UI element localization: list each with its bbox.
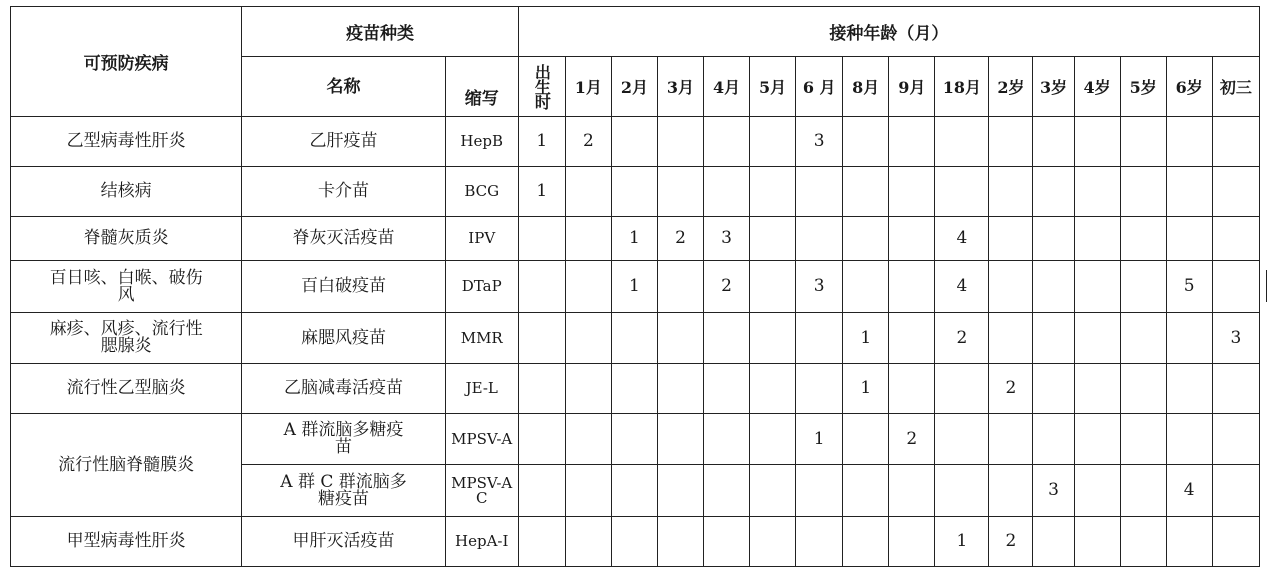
dose-cell: [989, 465, 1033, 517]
age-column-header: 4月: [704, 57, 750, 117]
dose-cell: [518, 414, 565, 465]
dose-cell: [657, 465, 703, 517]
dose-cell: [843, 117, 889, 167]
schedule-body: [11, 117, 1260, 567]
dose-cell: [657, 517, 703, 567]
dose-cell: [750, 517, 796, 567]
dose-cell: 3: [796, 117, 843, 167]
vaccination-schedule-table: [10, 6, 1260, 567]
dose-cell: 1: [843, 313, 889, 364]
dose-cell: [565, 465, 611, 517]
dose-cell: 3: [796, 261, 843, 313]
dose-cell: 4: [935, 217, 989, 261]
table-row: [11, 313, 1260, 364]
vaccine-name-cell: [242, 313, 445, 364]
dose-cell: [1212, 117, 1259, 167]
dose-cell: [889, 364, 935, 414]
vaccine-abbr-cell: [445, 414, 518, 465]
dose-cell: [565, 364, 611, 414]
vaccine-abbr-cell: [445, 261, 518, 313]
dose-cell: [889, 313, 935, 364]
disease-label: 流行性乙型脑炎: [66, 378, 186, 398]
dose-cell: [657, 364, 703, 414]
disease-label: 百日咳、白喉、破伤风: [49, 267, 203, 305]
age-column-header: 1月: [565, 57, 611, 117]
dose-cell: [611, 313, 657, 364]
dose-cell: [1212, 261, 1259, 313]
dose-cell: [935, 465, 989, 517]
vaccine-name-label: 百白破疫苗: [301, 276, 387, 296]
vaccine-abbr-label: MPSV-AC: [451, 473, 513, 507]
age-column-header: 2月: [611, 57, 657, 117]
dose-cell: [611, 364, 657, 414]
dose-cell: [1074, 217, 1120, 261]
dose-cell: [1166, 117, 1212, 167]
dose-cell: [843, 465, 889, 517]
dose-cell: [1212, 465, 1259, 517]
dose-cell: [935, 167, 989, 217]
dose-cell: [1074, 517, 1120, 567]
dose-cell: 1: [611, 261, 657, 313]
vaccine-abbr-label: MMR: [460, 328, 503, 347]
dose-cell: [750, 414, 796, 465]
dose-cell: 2: [565, 117, 611, 167]
dose-cell: [704, 364, 750, 414]
dose-cell: [657, 167, 703, 217]
age-column-header: 18月: [935, 57, 989, 117]
dose-cell: 2: [989, 517, 1033, 567]
dose-cell: [889, 217, 935, 261]
disease-cell: [11, 517, 242, 567]
dose-cell: [1033, 364, 1074, 414]
table-row: [11, 364, 1260, 414]
vaccine-abbr-label: MPSV-A: [451, 429, 513, 448]
dose-cell: [657, 414, 703, 465]
dose-cell: [1120, 465, 1166, 517]
dose-cell: [611, 465, 657, 517]
dose-cell: [1033, 517, 1074, 567]
dose-cell: [935, 364, 989, 414]
dose-cell: [518, 364, 565, 414]
age-column-header: 9月: [889, 57, 935, 117]
dose-cell: [1074, 364, 1120, 414]
vaccine-name-label: 乙肝疫苗: [309, 131, 378, 151]
vaccine-abbr-label: HepB: [460, 132, 504, 150]
dose-cell: [1120, 517, 1166, 567]
dose-cell: 1: [518, 167, 565, 217]
vaccine-name-label: 脊灰灭活疫苗: [292, 228, 395, 248]
vaccine-name-label: 甲肝灭活疫苗: [292, 531, 395, 551]
dose-cell: [565, 517, 611, 567]
vaccine-name-cell: [242, 517, 445, 567]
dose-cell: [843, 261, 889, 313]
dose-cell: [1120, 364, 1166, 414]
dose-cell: [518, 261, 565, 313]
disease-cell: [11, 167, 242, 217]
dose-cell: [518, 313, 565, 364]
dose-cell: [750, 217, 796, 261]
dose-cell: [704, 465, 750, 517]
vaccine-name-cell: [242, 167, 445, 217]
dose-cell: [796, 517, 843, 567]
dose-cell: [704, 167, 750, 217]
dose-cell: 4: [1166, 465, 1212, 517]
dose-cell: [1120, 261, 1166, 313]
dose-cell: [1074, 261, 1120, 313]
dose-cell: [1033, 414, 1074, 465]
vaccine-abbr-cell: [445, 167, 518, 217]
dose-cell: [1074, 414, 1120, 465]
vaccine-abbr-cell: [445, 364, 518, 414]
dose-cell: [704, 313, 750, 364]
vaccine-name-label: 麻腮风疫苗: [301, 327, 387, 348]
dose-cell: 2: [989, 364, 1033, 414]
dose-cell: [1166, 167, 1212, 217]
dose-cell: [657, 261, 703, 313]
disease-cell: [11, 364, 242, 414]
age-column-header: 5月: [750, 57, 796, 117]
dose-cell: [843, 414, 889, 465]
dose-cell: 3: [1033, 465, 1074, 517]
dose-cell: [1033, 117, 1074, 167]
dose-cell: [989, 217, 1033, 261]
dose-cell: 2: [935, 313, 989, 364]
dose-cell: [704, 414, 750, 465]
vaccine-abbr-label: DTaP: [461, 277, 502, 295]
dose-cell: [989, 261, 1033, 313]
dose-cell: [750, 167, 796, 217]
vaccine-name-label: A 群 C 群流脑多糖疫苗: [280, 471, 407, 509]
vaccine-name-cell: [242, 217, 445, 261]
dose-cell: [889, 167, 935, 217]
age-column-header: 出生时: [518, 57, 565, 117]
dose-cell: 1: [611, 217, 657, 261]
vaccine-name-cell: [242, 364, 445, 414]
dose-cell: [1074, 117, 1120, 167]
dose-cell: [796, 217, 843, 261]
dose-cell: [889, 517, 935, 567]
dose-cell: [1120, 414, 1166, 465]
dose-cell: [1166, 517, 1212, 567]
table-row: [11, 217, 1260, 261]
dose-cell: 2: [704, 261, 750, 313]
dose-cell: [889, 117, 935, 167]
dose-cell: [935, 117, 989, 167]
dose-cell: [518, 217, 565, 261]
dose-cell: 3: [704, 217, 750, 261]
dose-cell: [1074, 167, 1120, 217]
dose-cell: [565, 217, 611, 261]
disease-cell: [11, 217, 242, 261]
vaccine-abbr-cell: [445, 313, 518, 364]
table-row: [11, 117, 1260, 167]
dose-cell: [796, 364, 843, 414]
header-row-1: [11, 7, 1260, 57]
vaccine-abbr-cell: [445, 117, 518, 167]
dose-cell: [518, 517, 565, 567]
dose-cell: [1212, 414, 1259, 465]
age-column-header: 5岁: [1120, 57, 1166, 117]
dose-cell: [565, 414, 611, 465]
dose-cell: [796, 465, 843, 517]
dose-cell: 5: [1166, 261, 1212, 313]
dose-cell: [750, 117, 796, 167]
dose-cell: [1166, 217, 1212, 261]
dose-cell: [1120, 313, 1166, 364]
age-column-header: 4岁: [1074, 57, 1120, 117]
disease-cell: 流行性脑脊髓膜炎: [11, 414, 242, 517]
age-column-header: 6 月: [796, 57, 843, 117]
disease-label: 麻疹、风疹、流行性腮腺炎: [49, 319, 203, 356]
dose-cell: [750, 465, 796, 517]
dose-cell: [657, 117, 703, 167]
dose-cell: [1212, 517, 1259, 567]
dose-cell: [1212, 167, 1259, 217]
vaccine-abbr-label: IPV: [468, 229, 496, 247]
dose-cell: [1166, 313, 1212, 364]
dose-cell: [1033, 217, 1074, 261]
header-abbr: 缩写: [445, 57, 518, 117]
vaccine-abbr-label: HepA-I: [455, 532, 509, 550]
dose-cell: [611, 167, 657, 217]
dose-cell: [565, 167, 611, 217]
table-row: [11, 414, 1260, 465]
dose-cell: [935, 414, 989, 465]
header-disease: 可预防疾病: [11, 7, 242, 117]
dose-cell: [565, 261, 611, 313]
dose-cell: [989, 117, 1033, 167]
dose-cell: [704, 117, 750, 167]
vaccine-abbr-label: BCG: [464, 182, 500, 200]
dose-cell: [750, 313, 796, 364]
dose-cell: 3: [1212, 313, 1259, 364]
dose-cell: [1120, 167, 1166, 217]
dose-cell: [750, 364, 796, 414]
vaccine-name-label: 卡介苗: [318, 181, 370, 201]
dose-cell: [1074, 465, 1120, 517]
table-row: [11, 517, 1260, 567]
dose-cell: [843, 217, 889, 261]
dose-cell: 1: [518, 117, 565, 167]
dose-cell: [1033, 167, 1074, 217]
dose-cell: [889, 465, 935, 517]
page-edge-mark: [1266, 270, 1267, 302]
dose-cell: [1166, 414, 1212, 465]
dose-cell: [565, 313, 611, 364]
vaccine-abbr-cell: [445, 517, 518, 567]
dose-cell: [989, 167, 1033, 217]
age-column-header: 8月: [843, 57, 889, 117]
age-column-header: 3岁: [1033, 57, 1074, 117]
age-column-header: 3月: [657, 57, 703, 117]
vaccine-name-cell: [242, 117, 445, 167]
dose-cell: [611, 117, 657, 167]
dose-cell: [843, 517, 889, 567]
table-row: [11, 261, 1260, 313]
vaccine-name-cell: [242, 261, 445, 313]
dose-cell: [750, 261, 796, 313]
disease-label: 乙型病毒性肝炎: [66, 131, 186, 151]
dose-cell: [1074, 313, 1120, 364]
vaccine-name-label: 乙脑减毒活疫苗: [284, 378, 404, 398]
dose-cell: [1120, 117, 1166, 167]
disease-cell: [11, 313, 242, 364]
vaccine-name-label: A 群流脑多糖疫苗: [283, 420, 404, 457]
vaccine-abbr-cell: [445, 217, 518, 261]
vaccine-name-cell: [242, 465, 445, 517]
dose-cell: 1: [796, 414, 843, 465]
dose-cell: [657, 313, 703, 364]
disease-label: 结核病: [100, 181, 152, 201]
dose-cell: [518, 465, 565, 517]
table-row: [11, 167, 1260, 217]
dose-cell: 1: [843, 364, 889, 414]
dose-cell: [796, 313, 843, 364]
dose-cell: [1212, 217, 1259, 261]
vaccine-abbr-cell: [445, 465, 518, 517]
dose-cell: [1212, 364, 1259, 414]
dose-cell: [1033, 313, 1074, 364]
disease-cell: [11, 117, 242, 167]
dose-cell: [611, 414, 657, 465]
dose-cell: [1033, 261, 1074, 313]
dose-cell: [611, 517, 657, 567]
age-column-header: 6岁: [1166, 57, 1212, 117]
dose-cell: 4: [935, 261, 989, 313]
dose-cell: [796, 167, 843, 217]
header-age: 接种年龄（月）: [518, 7, 1259, 57]
dose-cell: [1120, 217, 1166, 261]
dose-cell: [1166, 364, 1212, 414]
age-column-header: 2岁: [989, 57, 1033, 117]
vaccine-name-cell: [242, 414, 445, 465]
age-column-header: 初三: [1212, 57, 1259, 117]
dose-cell: 1: [935, 517, 989, 567]
dose-cell: [889, 261, 935, 313]
header-name: 名称: [242, 57, 445, 117]
disease-label: 脊髓灰质炎: [83, 228, 169, 248]
header-vaccine-type: 疫苗种类: [242, 7, 518, 57]
dose-cell: [989, 414, 1033, 465]
disease-label: 甲型病毒性肝炎: [66, 531, 186, 551]
disease-cell: [11, 261, 242, 313]
dose-cell: [989, 313, 1033, 364]
dose-cell: [704, 517, 750, 567]
dose-cell: 2: [657, 217, 703, 261]
vaccine-abbr-label: JE-L: [465, 379, 498, 397]
dose-cell: [843, 167, 889, 217]
dose-cell: 2: [889, 414, 935, 465]
